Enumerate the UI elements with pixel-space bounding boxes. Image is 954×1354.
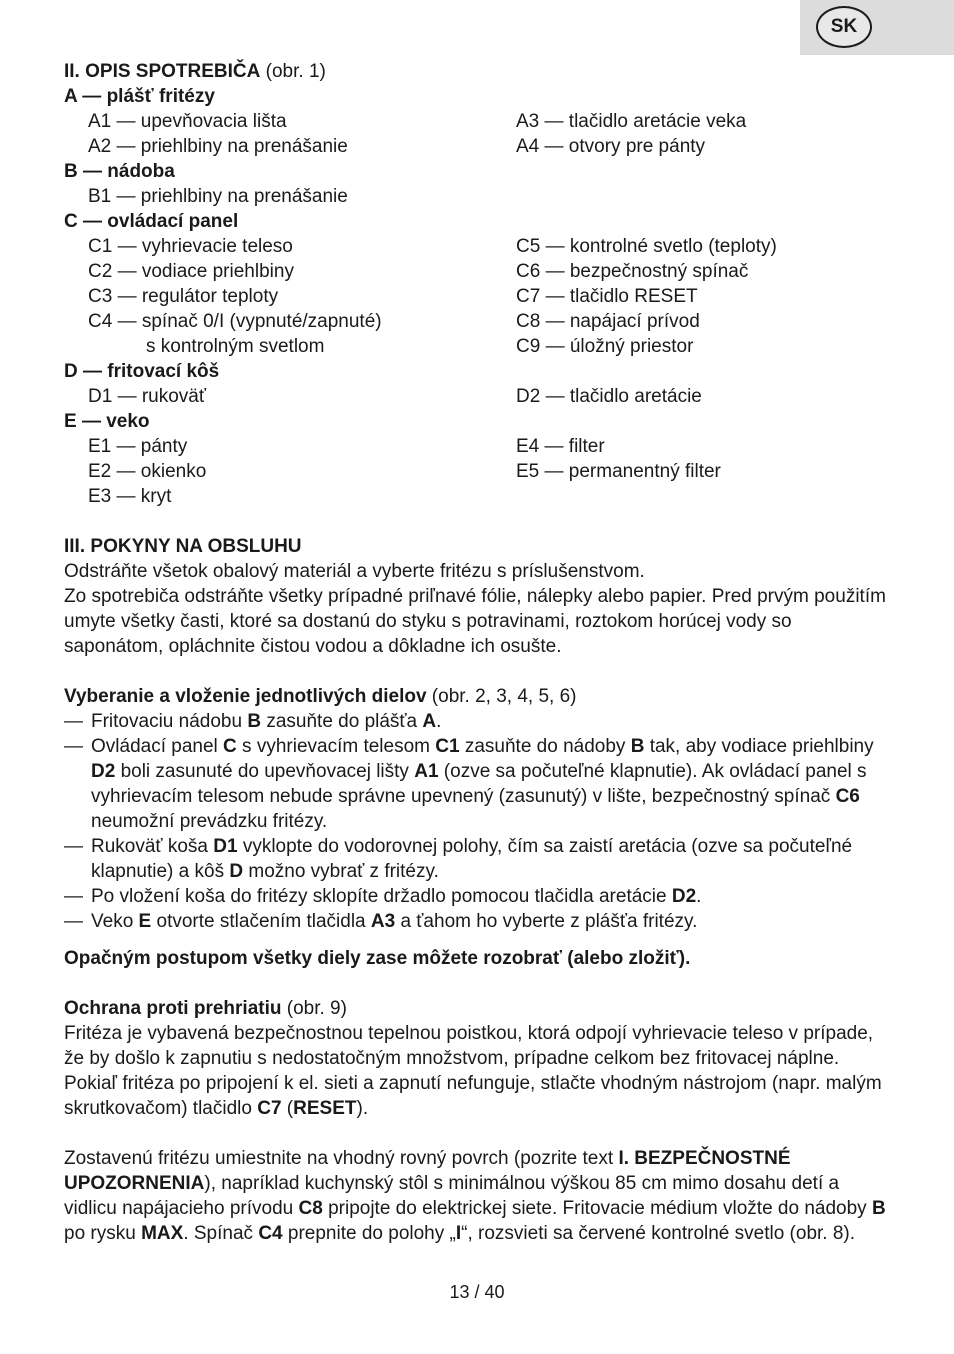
text-run: po rysku: [64, 1223, 142, 1244]
legend-row: [64, 284, 904, 309]
group-a-heading: A — plášť fritézy: [64, 86, 215, 107]
text-run: .: [436, 711, 442, 732]
language-tab: [800, 0, 954, 55]
legend-item: D1 — rukoväť: [88, 386, 206, 407]
bold-text-run: B: [630, 736, 645, 757]
text-run: prepnite do polohy „: [282, 1223, 456, 1244]
section-3-paragraph: Zo spotrebiča odstráňte všetky prípadné priľnavé fólie, nálepky alebo papier. Pred prvým použitím umyte všetky časti, ktoré sa dostanú do styku s potravinami, roztokom horúcej vody so saponátom, opláchnite čistou vodou a dôkladne ich osušte.: [64, 586, 886, 657]
dash-bullet: —: [64, 911, 83, 932]
text-run: možno vybrať z fritézy.: [243, 861, 439, 882]
legend-row: [64, 484, 904, 509]
overheat-title-line: [64, 996, 347, 1021]
parts-title-line: [64, 684, 577, 709]
parts-list-item: [64, 834, 894, 884]
section-2-title-line: [64, 59, 326, 84]
legend-item: D2 — tlačidlo aretácie: [516, 386, 702, 407]
dash-bullet: —: [64, 886, 83, 907]
text-run: Fritovaciu nádobu: [91, 711, 248, 732]
bold-text-run: A1: [414, 761, 439, 782]
bold-text-run: C4: [258, 1223, 283, 1244]
dash-bullet: —: [64, 711, 83, 732]
dash-bullet: —: [64, 736, 83, 757]
group-c-heading: C — ovládací panel: [64, 211, 239, 232]
bold-text-run: MAX: [141, 1223, 184, 1244]
legend-item: A2 — priehlbiny na prenášanie: [88, 136, 348, 157]
section-2-ref: (obr. 1): [260, 61, 326, 82]
bold-text-run: E: [138, 911, 152, 932]
section-2-title: II. OPIS SPOTREBIČA: [64, 61, 261, 82]
legend-item: C9 — úložný priestor: [516, 336, 694, 357]
bold-text-run: C: [223, 736, 237, 757]
item-text: [64, 734, 894, 834]
bold-text-run: RESET: [293, 1098, 357, 1119]
dash-bullet: —: [64, 836, 83, 857]
text-run: vyklopte do vodorovnej polohy, čím sa zaistí aretácia (ozve sa počuteľné klapnutie) a kôš: [91, 836, 853, 882]
parts-list-item: [64, 734, 894, 834]
text-run: zasuňte do plášťa: [261, 711, 423, 732]
text-run: ), napríklad kuchynský stôl s minimálnou výškou 85 cm mimo dosahu detí a vidlicu napájacieho prívodu: [64, 1173, 840, 1219]
text-run: neumožní prevádzku fritézy.: [91, 811, 328, 832]
legend-item: C2 — vodiace priehlbiny: [88, 261, 294, 282]
text-run: ).: [356, 1098, 369, 1119]
text-run: a ťahom ho vyberte z plášťa fritézy.: [395, 911, 698, 932]
legend-item: E2 — okienko: [88, 461, 207, 482]
text-run: (: [281, 1098, 294, 1119]
bold-text-run: C7: [257, 1098, 282, 1119]
page-number: 13 / 40: [449, 1282, 505, 1302]
text-run: Zostavenú fritézu umiestnite na vhodný rovný povrch (pozrite text: [64, 1148, 619, 1169]
text-run: Rukoväť koša: [91, 836, 214, 857]
bold-text-run: C8: [298, 1198, 323, 1219]
bold-text-run: I: [455, 1223, 462, 1244]
legend-item: E3 — kryt: [88, 486, 172, 507]
group-e-heading: E — veko: [64, 411, 150, 432]
group-d-heading: D — fritovací kôš: [64, 361, 220, 382]
legend-item: C3 — regulátor teploty: [88, 286, 279, 307]
legend-item: C6 — bezpečnostný spínač: [516, 261, 749, 282]
legend-item: C1 — vyhrievacie teleso: [88, 236, 293, 257]
legend-item: A4 — otvory pre pánty: [516, 136, 706, 157]
legend-row: [64, 459, 904, 484]
parts-ref: (obr. 2, 3, 4, 5, 6): [426, 686, 577, 707]
overheat-paragraph: [64, 1021, 894, 1121]
bold-text-run: A3: [370, 911, 396, 932]
text-run: .: [696, 886, 702, 907]
item-text: [64, 709, 894, 734]
text-run: pripojte do elektrickej siete. Fritovacie médium vložte do nádoby: [322, 1198, 872, 1219]
parts-title: Vyberanie a vloženie jednotlivých dielov: [64, 686, 427, 707]
bold-text-run: B: [247, 711, 262, 732]
legend-item: E1 — pánty: [88, 436, 188, 457]
text-run: s vyhrievacím telesom: [236, 736, 436, 757]
parts-list-item: [64, 884, 894, 909]
legend-row: [64, 109, 904, 134]
legend-item: A3 — tlačidlo aretácie veka: [516, 111, 747, 132]
text-run: Ovládací panel: [91, 736, 224, 757]
text-run: (ozve sa počuteľné klapnutie). Ak ovládací panel s vyhrievacím telesom nebude správne upevnený (zasunutý) v lište, bezpečnostný spínač: [91, 761, 867, 807]
legend-row: [64, 234, 904, 259]
section-3-title: III. POKYNY NA OBSLUHU: [64, 536, 302, 557]
section-3-paragraph: Odstráňte všetok obalový materiál a vyberte fritézu s príslušenstvom.: [64, 561, 645, 582]
legend-row: [64, 134, 904, 159]
bold-text-run: D1: [213, 836, 238, 857]
bold-text-run: A: [422, 711, 437, 732]
bold-text-run: I. BEZPEČNOSTNÉ UPOZORNENIA: [64, 1148, 791, 1194]
legend-item: B1 — priehlbiny na prenášanie: [88, 186, 348, 207]
parts-note: Opačným postupom všetky diely zase môžete rozobrať (alebo zložiť).: [64, 948, 691, 969]
legend-row: [64, 434, 904, 459]
bold-text-run: C6: [835, 786, 860, 807]
overheat-title: Ochrana proti prehriatiu: [64, 998, 282, 1019]
legend-item: E5 — permanentný filter: [516, 461, 721, 482]
group-b-heading: B — nádoba: [64, 161, 175, 182]
placement-paragraph: [64, 1146, 894, 1246]
item-text: [64, 884, 894, 909]
legend-row: [64, 259, 904, 284]
legend-row: [64, 384, 904, 409]
text-run: . Spínač: [183, 1223, 259, 1244]
item-text: [64, 834, 894, 884]
legend-item: C8 — napájací prívod: [516, 311, 700, 332]
text-run: boli zasunuté do upevňovacej lišty: [115, 761, 415, 782]
parts-list-item: [64, 909, 894, 934]
text-run: otvorte stlačením tlačidla: [151, 911, 371, 932]
text-run: Fritéza je vybavená bezpečnostnou tepelnou poistkou, ktorá odpojí vyhrievacie teleso v prípade, že by došlo k zapnutiu s nedostatočným množstvom, prípadne celkom bez fritovacej náplne. Pokiaľ fritéza po pripojení k el. sieti a zapnutí nefunguje, stlačte vhodným nástrojom (napr. malým skrutkovačom) tlačidlo: [64, 1023, 882, 1119]
overheat-ref: (obr. 9): [281, 998, 347, 1019]
bold-text-run: D2: [671, 886, 697, 907]
legend-row: [64, 309, 904, 334]
legend-row: [64, 334, 904, 359]
legend-item: C7 — tlačidlo RESET: [516, 286, 698, 307]
legend-item: A1 — upevňovacia lišta: [88, 111, 287, 132]
legend-item-continuation: s kontrolným svetlom: [146, 336, 325, 357]
text-run: “, rozsvieti sa červené kontrolné svetlo (obr. 8).: [461, 1223, 856, 1244]
text-run: Veko: [91, 911, 139, 932]
text-run: Po vložení koša do fritézy sklopíte držadlo pomocou tlačidla aretácie: [91, 886, 672, 907]
item-text: [64, 909, 894, 934]
bold-text-run: B: [871, 1198, 886, 1219]
language-badge: SK: [816, 6, 872, 48]
parts-list-item: [64, 709, 894, 734]
legend-item: E4 — filter: [516, 436, 605, 457]
bold-text-run: C1: [435, 736, 460, 757]
bold-text-run: D2: [91, 761, 116, 782]
legend-item: C5 — kontrolné svetlo (teploty): [516, 236, 777, 257]
legend-item: C4 — spínač 0/I (vypnuté/zapnuté): [88, 311, 382, 332]
legend-row: [64, 184, 904, 209]
bold-text-run: D: [229, 861, 244, 882]
text-run: zasuňte do nádoby: [459, 736, 631, 757]
text-run: tak, aby vodiace priehlbiny: [644, 736, 874, 757]
